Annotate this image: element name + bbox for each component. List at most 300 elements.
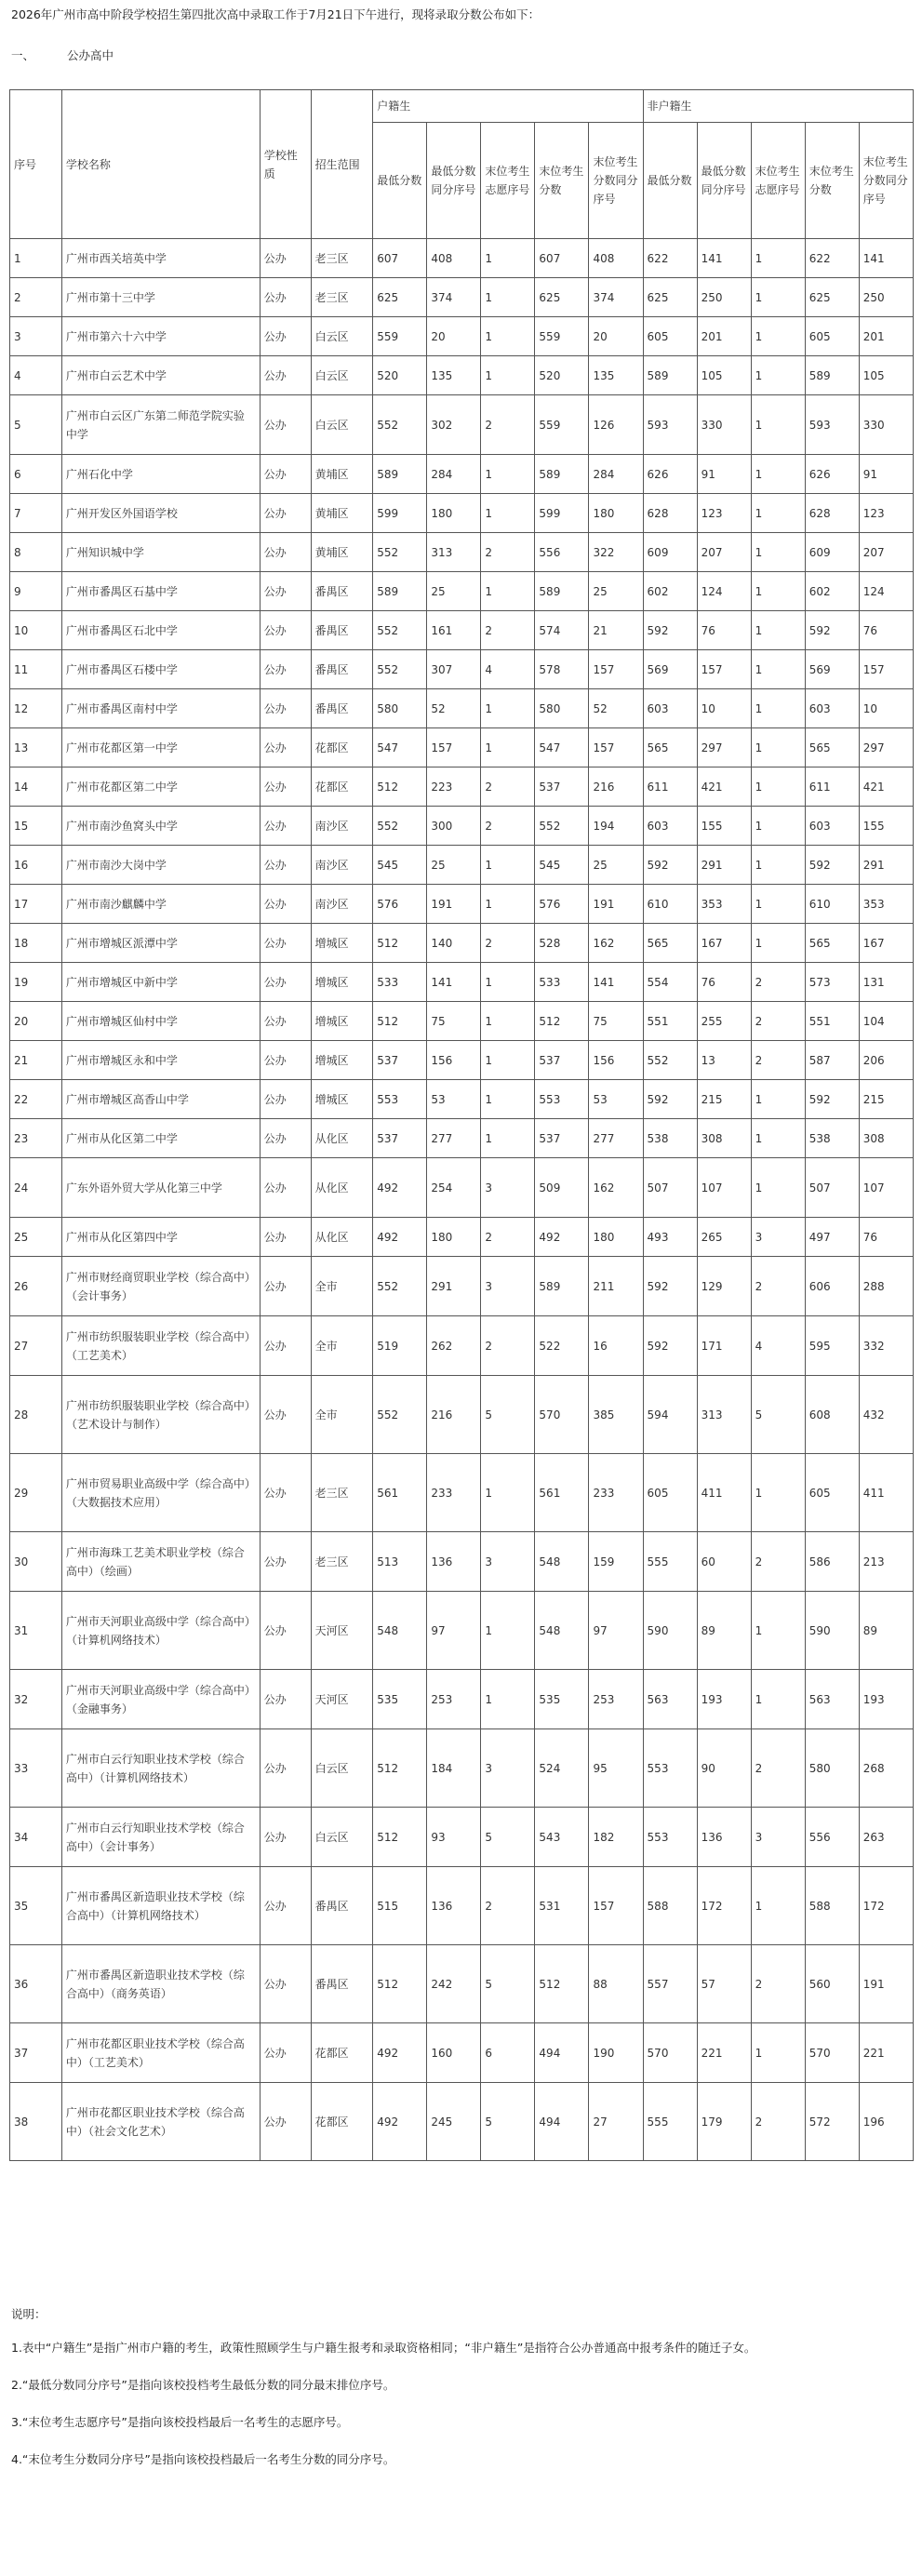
local-min-rank-cell: 307 <box>427 650 481 689</box>
local-min-rank-cell: 25 <box>427 572 481 611</box>
school-name-cell: 广州市纺织服装职业学校（综合高中）（艺术设计与制作） <box>61 1376 260 1454</box>
nonlocal-last-pref-cell: 2 <box>751 1945 805 2023</box>
school-name-cell: 广东外语外贸大学从化第三中学 <box>61 1158 260 1218</box>
nonlocal-last-score-cell: 588 <box>805 1867 859 1945</box>
table-row <box>10 395 914 455</box>
school-name-cell: 广州市海珠工艺美术职业学校（综合高中）（绘画） <box>61 1532 260 1592</box>
enroll-area-cell: 番禺区 <box>311 1945 373 2023</box>
local-min-rank-cell: 141 <box>427 963 481 1002</box>
nonlocal-last-pref-cell: 1 <box>751 1454 805 1532</box>
nonlocal-min-rank-cell: 250 <box>697 278 751 317</box>
nonlocal-min-rank-cell: 221 <box>697 2023 751 2083</box>
school-nature-cell: 公办 <box>260 1945 311 2023</box>
nonlocal-last-score-cell: 570 <box>805 2023 859 2083</box>
nonlocal-last-score-cell: 628 <box>805 494 859 533</box>
nonlocal-min-rank-cell: 57 <box>697 1945 751 2023</box>
school-name-cell: 广州市番禺区石北中学 <box>61 611 260 650</box>
nonlocal-last-rank-cell: 89 <box>859 1592 913 1670</box>
row-index-cell: 25 <box>10 1218 62 1257</box>
row-index-cell: 34 <box>10 1808 62 1867</box>
school-nature-cell: 公办 <box>260 1257 311 1316</box>
nonlocal-last-rank-cell: 76 <box>859 1218 913 1257</box>
local-last-rank-cell: 180 <box>589 494 643 533</box>
nonlocal-last-score-cell: 563 <box>805 1670 859 1729</box>
school-nature-cell: 公办 <box>260 533 311 572</box>
table-row <box>10 885 914 924</box>
nonlocal-last-rank-cell: 353 <box>859 885 913 924</box>
school-name-cell: 广州石化中学 <box>61 455 260 494</box>
nonlocal-min-score-cell: 493 <box>643 1218 697 1257</box>
nonlocal-last-pref-cell: 2 <box>751 1729 805 1808</box>
local-last-score-cell: 607 <box>535 239 589 278</box>
school-name-cell: 广州市增城区永和中学 <box>61 1041 260 1080</box>
nonlocal-last-pref-cell: 1 <box>751 846 805 885</box>
local-min-score-cell: 519 <box>373 1316 427 1376</box>
enroll-area-cell: 白云区 <box>311 317 373 356</box>
enroll-area-cell: 增城区 <box>311 1041 373 1080</box>
local-last-score-cell: 589 <box>535 1257 589 1316</box>
nonlocal-min-score-cell: 592 <box>643 1257 697 1316</box>
local-last-score-cell: 509 <box>535 1158 589 1218</box>
local-last-rank-cell: 27 <box>589 2083 643 2161</box>
nonlocal-min-score-cell: 628 <box>643 494 697 533</box>
local-min-rank-cell: 180 <box>427 1218 481 1257</box>
local-last-score-cell: 537 <box>535 767 589 807</box>
row-index-cell: 35 <box>10 1867 62 1945</box>
school-nature-cell: 公办 <box>260 1218 311 1257</box>
nonlocal-last-score-cell: 565 <box>805 924 859 963</box>
local-last-rank-cell: 190 <box>589 2023 643 2083</box>
nonlocal-min-score-cell: 555 <box>643 1532 697 1592</box>
nonlocal-min-score-cell: 609 <box>643 533 697 572</box>
enroll-area-cell: 黄埔区 <box>311 494 373 533</box>
local-min-score-cell: 533 <box>373 963 427 1002</box>
table-row <box>10 611 914 650</box>
local-last-score-cell: 512 <box>535 1945 589 2023</box>
table-row <box>10 1316 914 1376</box>
nonlocal-last-pref-cell: 1 <box>751 572 805 611</box>
local-last-pref-cell: 1 <box>481 356 535 395</box>
local-min-score-cell: 607 <box>373 239 427 278</box>
enroll-area-cell: 白云区 <box>311 356 373 395</box>
school-name-cell: 广州市第六十六中学 <box>61 317 260 356</box>
local-min-score-cell: 552 <box>373 611 427 650</box>
local-min-score-cell: 552 <box>373 1376 427 1454</box>
local-min-rank-cell: 156 <box>427 1041 481 1080</box>
nonlocal-last-pref-cell: 1 <box>751 1670 805 1729</box>
enroll-area-cell: 花都区 <box>311 767 373 807</box>
table-row <box>10 689 914 728</box>
local-min-score-cell: 545 <box>373 846 427 885</box>
school-name-cell: 广州市花都区职业技术学校（综合高中）（社会文化艺术） <box>61 2083 260 2161</box>
local-min-rank-cell: 408 <box>427 239 481 278</box>
local-min-score-cell: 492 <box>373 2083 427 2161</box>
school-nature-cell: 公办 <box>260 1454 311 1532</box>
nonlocal-last-pref-cell: 4 <box>751 1316 805 1376</box>
table-row <box>10 356 914 395</box>
local-last-pref-cell: 2 <box>481 611 535 650</box>
local-last-score-cell: 556 <box>535 533 589 572</box>
nonlocal-last-pref-cell: 1 <box>751 356 805 395</box>
nonlocal-last-pref-cell: 1 <box>751 728 805 767</box>
school-nature-cell: 公办 <box>260 494 311 533</box>
nonlocal-last-pref-cell: 1 <box>751 767 805 807</box>
nonlocal-min-score-cell: 555 <box>643 2083 697 2161</box>
local-last-score-cell: 548 <box>535 1532 589 1592</box>
nonlocal-min-rank-cell: 76 <box>697 611 751 650</box>
nonlocal-min-rank-cell: 91 <box>697 455 751 494</box>
table-row <box>10 494 914 533</box>
table-row <box>10 1808 914 1867</box>
nonlocal-min-score-cell: 602 <box>643 572 697 611</box>
local-last-score-cell: 537 <box>535 1041 589 1080</box>
nonlocal-min-rank-cell: 255 <box>697 1002 751 1041</box>
local-min-score-cell: 512 <box>373 1808 427 1867</box>
nonlocal-last-rank-cell: 91 <box>859 455 913 494</box>
row-index-cell: 22 <box>10 1080 62 1119</box>
local-min-score-cell: 553 <box>373 1080 427 1119</box>
nonlocal-last-rank-cell: 411 <box>859 1454 913 1532</box>
local-min-rank-cell: 216 <box>427 1376 481 1454</box>
local-last-rank-cell: 141 <box>589 963 643 1002</box>
local-min-score-cell: 576 <box>373 885 427 924</box>
school-name-cell: 广州市南沙大岗中学 <box>61 846 260 885</box>
notes-title: 说明： <box>11 2307 47 2321</box>
note-item: 1.表中“户籍生”是指广州市户籍的考生，政策性照顾学生与户籍生报考和录取资格相同；“非户籍生”是指符合公办普通高中报考条件的随迁子女。 <box>11 2341 756 2355</box>
local-last-score-cell: 570 <box>535 1376 589 1454</box>
local-last-pref-cell: 1 <box>481 455 535 494</box>
nonlocal-last-pref-cell: 1 <box>751 650 805 689</box>
enroll-area-cell: 全市 <box>311 1257 373 1316</box>
school-name-cell: 广州市白云艺术中学 <box>61 356 260 395</box>
local-last-rank-cell: 157 <box>589 728 643 767</box>
nonlocal-min-score-cell: 592 <box>643 1316 697 1376</box>
nonlocal-min-score-cell: 610 <box>643 885 697 924</box>
nonlocal-last-rank-cell: 268 <box>859 1729 913 1808</box>
local-last-score-cell: 524 <box>535 1729 589 1808</box>
local-last-score-cell: 552 <box>535 807 589 846</box>
local-last-pref-cell: 5 <box>481 1945 535 2023</box>
nonlocal-last-score-cell: 593 <box>805 395 859 455</box>
school-nature-cell: 公办 <box>260 1002 311 1041</box>
nonlocal-min-score-cell: 594 <box>643 1376 697 1454</box>
school-name-cell: 广州市贸易职业高级中学（综合高中）（大数据技术应用） <box>61 1454 260 1532</box>
nonlocal-min-rank-cell: 308 <box>697 1119 751 1158</box>
nonlocal-min-rank-cell: 76 <box>697 963 751 1002</box>
nonlocal-last-pref-cell: 1 <box>751 1080 805 1119</box>
table-row <box>10 728 914 767</box>
nonlocal-min-rank-cell: 411 <box>697 1454 751 1532</box>
enroll-area-cell: 番禺区 <box>311 689 373 728</box>
school-name-cell: 广州市从化区第四中学 <box>61 1218 260 1257</box>
local-min-score-cell: 537 <box>373 1041 427 1080</box>
local-last-score-cell: 589 <box>535 455 589 494</box>
nonlocal-last-rank-cell: 332 <box>859 1316 913 1376</box>
school-name-cell: 广州市白云行知职业技术学校（综合高中）（计算机网络技术） <box>61 1729 260 1808</box>
nonlocal-last-pref-cell: 2 <box>751 1002 805 1041</box>
nonlocal-last-rank-cell: 291 <box>859 846 913 885</box>
table-row <box>10 1041 914 1080</box>
nonlocal-last-score-cell: 595 <box>805 1316 859 1376</box>
enroll-area-cell: 南沙区 <box>311 807 373 846</box>
nonlocal-last-rank-cell: 167 <box>859 924 913 963</box>
table-row <box>10 846 914 885</box>
school-nature-cell: 公办 <box>260 963 311 1002</box>
local-min-rank-cell: 161 <box>427 611 481 650</box>
nonlocal-last-rank-cell: 193 <box>859 1670 913 1729</box>
nonlocal-last-score-cell: 603 <box>805 689 859 728</box>
local-last-pref-cell: 2 <box>481 1867 535 1945</box>
table-row <box>10 1002 914 1041</box>
row-index-cell: 20 <box>10 1002 62 1041</box>
local-min-rank-cell: 191 <box>427 885 481 924</box>
school-nature-cell: 公办 <box>260 1867 311 1945</box>
nonlocal-last-rank-cell: 308 <box>859 1119 913 1158</box>
local-min-score-cell: 552 <box>373 533 427 572</box>
school-nature-cell: 公办 <box>260 728 311 767</box>
local-last-rank-cell: 182 <box>589 1808 643 1867</box>
nonlocal-last-score-cell: 580 <box>805 1729 859 1808</box>
nonlocal-min-rank-cell: 107 <box>697 1158 751 1218</box>
school-nature-cell: 公办 <box>260 924 311 963</box>
local-min-score-cell: 515 <box>373 1867 427 1945</box>
nonlocal-min-score-cell: 605 <box>643 1454 697 1532</box>
nonlocal-last-rank-cell: 201 <box>859 317 913 356</box>
local-min-score-cell: 625 <box>373 278 427 317</box>
nonlocal-min-rank-cell: 123 <box>697 494 751 533</box>
nonlocal-min-rank-cell: 171 <box>697 1316 751 1376</box>
local-min-rank-cell: 254 <box>427 1158 481 1218</box>
nonlocal-last-score-cell: 592 <box>805 846 859 885</box>
local-last-pref-cell: 4 <box>481 650 535 689</box>
enroll-area-cell: 天河区 <box>311 1592 373 1670</box>
local-min-rank-cell: 284 <box>427 455 481 494</box>
local-last-rank-cell: 156 <box>589 1041 643 1080</box>
nonlocal-min-rank-cell: 201 <box>697 317 751 356</box>
school-nature-cell: 公办 <box>260 2023 311 2083</box>
table-row <box>10 1376 914 1454</box>
school-name-cell: 广州市增城区中新中学 <box>61 963 260 1002</box>
school-name-cell: 广州开发区外国语学校 <box>61 494 260 533</box>
local-last-rank-cell: 162 <box>589 924 643 963</box>
enroll-area-cell: 番禺区 <box>311 650 373 689</box>
table-row <box>10 455 914 494</box>
header-local-last-pref: 末位考生志愿序号 <box>481 123 535 239</box>
nonlocal-last-rank-cell: 213 <box>859 1532 913 1592</box>
local-last-pref-cell: 1 <box>481 728 535 767</box>
school-nature-cell: 公办 <box>260 650 311 689</box>
row-index-cell: 32 <box>10 1670 62 1729</box>
school-nature-cell: 公办 <box>260 846 311 885</box>
local-last-pref-cell: 2 <box>481 807 535 846</box>
local-min-rank-cell: 75 <box>427 1002 481 1041</box>
local-last-rank-cell: 95 <box>589 1729 643 1808</box>
school-nature-cell: 公办 <box>260 1729 311 1808</box>
table-row <box>10 278 914 317</box>
school-nature-cell: 公办 <box>260 611 311 650</box>
school-name-cell: 广州市番禺区石基中学 <box>61 572 260 611</box>
local-last-score-cell: 537 <box>535 1119 589 1158</box>
local-min-rank-cell: 300 <box>427 807 481 846</box>
header-nonlocal-min-rank: 最低分数同分序号 <box>697 123 751 239</box>
header-nonlocal-last-pref: 末位考生志愿序号 <box>751 123 805 239</box>
section-title: 公办高中 <box>67 48 114 62</box>
enroll-area-cell: 老三区 <box>311 278 373 317</box>
local-min-score-cell: 512 <box>373 1945 427 2023</box>
enroll-area-cell: 白云区 <box>311 1808 373 1867</box>
nonlocal-last-score-cell: 611 <box>805 767 859 807</box>
local-last-score-cell: 559 <box>535 317 589 356</box>
local-last-score-cell: 589 <box>535 572 589 611</box>
local-min-score-cell: 512 <box>373 1729 427 1808</box>
table-row <box>10 317 914 356</box>
table-row <box>10 1218 914 1257</box>
local-min-rank-cell: 313 <box>427 533 481 572</box>
local-last-rank-cell: 25 <box>589 572 643 611</box>
header-school: 学校名称 <box>61 90 260 239</box>
local-last-rank-cell: 408 <box>589 239 643 278</box>
nonlocal-min-score-cell: 565 <box>643 924 697 963</box>
nonlocal-last-score-cell: 605 <box>805 1454 859 1532</box>
nonlocal-last-score-cell: 626 <box>805 455 859 494</box>
table-row <box>10 2083 914 2161</box>
header-local-last-rank: 末位考生分数同分序号 <box>589 123 643 239</box>
nonlocal-min-score-cell: 553 <box>643 1729 697 1808</box>
school-name-cell: 广州市白云行知职业技术学校（综合高中）（会计事务） <box>61 1808 260 1867</box>
local-last-pref-cell: 1 <box>481 963 535 1002</box>
local-min-rank-cell: 157 <box>427 728 481 767</box>
nonlocal-last-pref-cell: 2 <box>751 1257 805 1316</box>
local-last-rank-cell: 385 <box>589 1376 643 1454</box>
enroll-area-cell: 花都区 <box>311 2023 373 2083</box>
nonlocal-min-rank-cell: 157 <box>697 650 751 689</box>
row-index-cell: 16 <box>10 846 62 885</box>
nonlocal-min-score-cell: 590 <box>643 1592 697 1670</box>
local-last-rank-cell: 180 <box>589 1218 643 1257</box>
local-last-pref-cell: 5 <box>481 2083 535 2161</box>
school-name-cell: 广州市财经商贸职业学校（综合高中）（会计事务） <box>61 1257 260 1316</box>
nonlocal-min-score-cell: 551 <box>643 1002 697 1041</box>
note-item: 2.“最低分数同分序号”是指向该校投档考生最低分数的同分最末排位序号。 <box>11 2378 395 2392</box>
nonlocal-last-score-cell: 573 <box>805 963 859 1002</box>
local-last-pref-cell: 1 <box>481 1119 535 1158</box>
school-name-cell: 广州市番禺区新造职业技术学校（综合高中）（商务英语） <box>61 1945 260 2023</box>
local-last-rank-cell: 277 <box>589 1119 643 1158</box>
nonlocal-min-rank-cell: 313 <box>697 1376 751 1454</box>
local-min-rank-cell: 25 <box>427 846 481 885</box>
nonlocal-last-rank-cell: 288 <box>859 1257 913 1316</box>
nonlocal-min-score-cell: 592 <box>643 1080 697 1119</box>
nonlocal-last-rank-cell: 215 <box>859 1080 913 1119</box>
nonlocal-last-rank-cell: 10 <box>859 689 913 728</box>
header-nonlocal-last-rank: 末位考生分数同分序号 <box>859 123 913 239</box>
nonlocal-min-score-cell: 588 <box>643 1867 697 1945</box>
row-index-cell: 28 <box>10 1376 62 1454</box>
enroll-area-cell: 南沙区 <box>311 885 373 924</box>
local-min-score-cell: 492 <box>373 2023 427 2083</box>
table-row <box>10 2023 914 2083</box>
row-index-cell: 9 <box>10 572 62 611</box>
table-row <box>10 572 914 611</box>
local-last-rank-cell: 253 <box>589 1670 643 1729</box>
school-name-cell: 广州市花都区第一中学 <box>61 728 260 767</box>
row-index-cell: 5 <box>10 395 62 455</box>
local-last-rank-cell: 135 <box>589 356 643 395</box>
nonlocal-last-rank-cell: 250 <box>859 278 913 317</box>
local-last-pref-cell: 3 <box>481 1532 535 1592</box>
enroll-area-cell: 从化区 <box>311 1218 373 1257</box>
nonlocal-min-score-cell: 593 <box>643 395 697 455</box>
local-last-score-cell: 520 <box>535 356 589 395</box>
school-nature-cell: 公办 <box>260 239 311 278</box>
local-last-rank-cell: 52 <box>589 689 643 728</box>
enroll-area-cell: 增城区 <box>311 963 373 1002</box>
enroll-area-cell: 花都区 <box>311 728 373 767</box>
table-row <box>10 1158 914 1218</box>
local-last-score-cell: 528 <box>535 924 589 963</box>
enroll-area-cell: 南沙区 <box>311 846 373 885</box>
nonlocal-min-score-cell: 626 <box>643 455 697 494</box>
nonlocal-min-rank-cell: 179 <box>697 2083 751 2161</box>
local-min-score-cell: 513 <box>373 1532 427 1592</box>
nonlocal-min-rank-cell: 297 <box>697 728 751 767</box>
local-min-rank-cell: 140 <box>427 924 481 963</box>
row-index-cell: 19 <box>10 963 62 1002</box>
header-nature: 学校性质 <box>260 90 311 239</box>
school-name-cell: 广州市纺织服装职业学校（综合高中）（工艺美术） <box>61 1316 260 1376</box>
note-item: 3.“末位考生志愿序号”是指向该校投档最后一名考生的志愿序号。 <box>11 2415 349 2429</box>
local-last-rank-cell: 157 <box>589 1867 643 1945</box>
table-body <box>10 239 914 2161</box>
nonlocal-last-rank-cell: 207 <box>859 533 913 572</box>
row-index-cell: 11 <box>10 650 62 689</box>
enroll-area-cell: 天河区 <box>311 1670 373 1729</box>
nonlocal-last-rank-cell: 104 <box>859 1002 913 1041</box>
enroll-area-cell: 黄埔区 <box>311 533 373 572</box>
school-nature-cell: 公办 <box>260 356 311 395</box>
intro-text: 2026年广州市高中阶段学校招生第四批次高中录取工作于7月21日下午进行，现将录取分数公布如下： <box>11 7 541 21</box>
local-last-pref-cell: 1 <box>481 1080 535 1119</box>
local-last-pref-cell: 2 <box>481 395 535 455</box>
nonlocal-last-pref-cell: 1 <box>751 2023 805 2083</box>
local-min-score-cell: 589 <box>373 572 427 611</box>
enroll-area-cell: 增城区 <box>311 1080 373 1119</box>
local-last-rank-cell: 233 <box>589 1454 643 1532</box>
local-min-rank-cell: 277 <box>427 1119 481 1158</box>
table-row <box>10 767 914 807</box>
nonlocal-last-pref-cell: 1 <box>751 1158 805 1218</box>
nonlocal-last-pref-cell: 1 <box>751 239 805 278</box>
nonlocal-min-rank-cell: 60 <box>697 1532 751 1592</box>
local-last-score-cell: 548 <box>535 1592 589 1670</box>
enroll-area-cell: 增城区 <box>311 1002 373 1041</box>
local-min-rank-cell: 291 <box>427 1257 481 1316</box>
row-index-cell: 14 <box>10 767 62 807</box>
row-index-cell: 6 <box>10 455 62 494</box>
nonlocal-last-score-cell: 572 <box>805 2083 859 2161</box>
row-index-cell: 8 <box>10 533 62 572</box>
local-last-pref-cell: 1 <box>481 239 535 278</box>
school-nature-cell: 公办 <box>260 1376 311 1454</box>
nonlocal-last-score-cell: 590 <box>805 1592 859 1670</box>
row-index-cell: 38 <box>10 2083 62 2161</box>
local-last-score-cell: 580 <box>535 689 589 728</box>
row-index-cell: 1 <box>10 239 62 278</box>
header-local-group: 户籍生 <box>373 90 643 123</box>
local-last-pref-cell: 6 <box>481 2023 535 2083</box>
row-index-cell: 26 <box>10 1257 62 1316</box>
table-row <box>10 1592 914 1670</box>
